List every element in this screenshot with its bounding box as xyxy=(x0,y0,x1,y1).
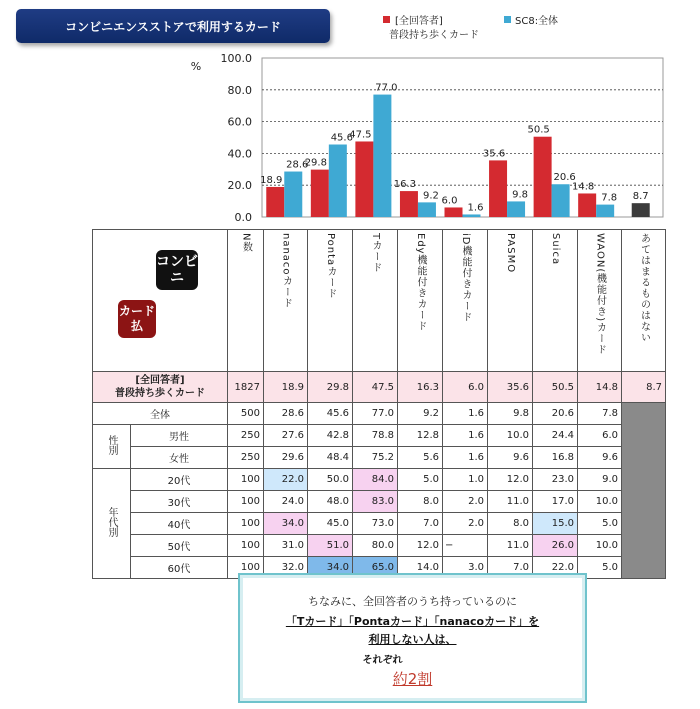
table-cell: 42.8 xyxy=(308,425,353,447)
header-tcard xyxy=(353,230,398,372)
table-cell: 23.0 xyxy=(533,469,578,491)
table-cell: 34.0 xyxy=(264,513,308,535)
data-label-series1: 8.7 xyxy=(632,191,649,203)
table-cell: 8.0 xyxy=(398,491,443,513)
note-line-1: ちなみに、全回答者のうち持っているのに xyxy=(308,595,517,608)
table-cell: 10.0 xyxy=(578,535,622,557)
data-label-series1: 18.9 xyxy=(260,174,283,186)
table-cell: 51.0 xyxy=(308,535,353,557)
note-highlight: 約2割 xyxy=(392,670,433,688)
table-cell: 26.0 xyxy=(533,535,578,557)
data-label-series2: 7.8 xyxy=(601,192,618,204)
table-row-50s xyxy=(93,535,666,557)
data-label-series2: 45.6 xyxy=(330,132,353,144)
header-waon xyxy=(578,230,622,372)
table-cell: 14.8 xyxy=(578,372,622,403)
data-label-series2: 9.8 xyxy=(512,189,529,201)
table-cell: 20.6 xyxy=(533,403,578,425)
table-cell: 11.0 xyxy=(488,535,533,557)
row-label-male: 男性 xyxy=(131,425,228,447)
bar-chart xyxy=(0,0,700,230)
table-cell: 7.0 xyxy=(398,513,443,535)
note-box xyxy=(238,573,587,703)
header-text: iD機能付きカード xyxy=(460,233,471,323)
data-label-series1: 47.5 xyxy=(349,129,372,141)
row-label-all-line2: 普段持ち歩くカード xyxy=(115,388,205,399)
bar-series2 xyxy=(373,95,391,217)
table-cell: 83.0 xyxy=(353,491,398,513)
table-cell: 50.5 xyxy=(533,372,578,403)
row-label-20s: 20代 xyxy=(131,469,228,491)
header-text: Edy機能付きカード xyxy=(415,233,426,332)
table-cell: 7.0 xyxy=(488,557,533,579)
table-cell: 28.6 xyxy=(264,403,308,425)
header-ponta xyxy=(308,230,353,372)
bar-series2 xyxy=(463,214,481,217)
table-cell: 73.0 xyxy=(353,513,398,535)
header-text: PASMO xyxy=(505,233,516,274)
table-cell: 250 xyxy=(228,447,264,469)
table-cell: 11.0 xyxy=(488,491,533,513)
table-row-male xyxy=(93,425,666,447)
data-label-series1: 50.5 xyxy=(527,124,550,136)
data-label-series1: 29.8 xyxy=(304,157,327,169)
table-cell: 27.6 xyxy=(264,425,308,447)
table-cell: 32.0 xyxy=(264,557,308,579)
table-cell: 22.0 xyxy=(533,557,578,579)
row-label-30s: 30代 xyxy=(131,491,228,513)
table-cell: 8.0 xyxy=(488,513,533,535)
table-cell: 9.6 xyxy=(578,447,622,469)
data-label-series2: 9.2 xyxy=(422,190,439,202)
table-cell: 100 xyxy=(228,469,264,491)
header-id xyxy=(443,230,488,372)
table-cell: 1.0 xyxy=(443,469,488,491)
y-tick-label: 20.0 xyxy=(227,179,252,193)
table-cell: 7.8 xyxy=(578,403,622,425)
table-cell: 48.4 xyxy=(308,447,353,469)
table-cell: 2.0 xyxy=(443,491,488,513)
table-cell: 1.6 xyxy=(443,447,488,469)
data-label-series2: 77.0 xyxy=(375,82,398,94)
table-cell: 9.6 xyxy=(488,447,533,469)
header-n xyxy=(228,230,264,372)
table-cell: 500 xyxy=(228,403,264,425)
note-line-2: 「Tカード」「Pontaカード」「nanacoカード」を xyxy=(285,615,540,628)
table-cell: 34.0 xyxy=(308,557,353,579)
table-cell: 78.8 xyxy=(353,425,398,447)
table-cell: 9.8 xyxy=(488,403,533,425)
bar-series1 xyxy=(445,207,463,217)
table-cell: 6.0 xyxy=(443,372,488,403)
table-cell: 77.0 xyxy=(353,403,398,425)
data-label-series1: 35.6 xyxy=(482,148,506,160)
table-cell: 16.3 xyxy=(398,372,443,403)
table-cell: 16.8 xyxy=(533,447,578,469)
table-row-40s xyxy=(93,513,666,535)
table-cell: 12.0 xyxy=(488,469,533,491)
table-cell: 31.0 xyxy=(264,535,308,557)
header-row xyxy=(93,230,666,372)
table-cell: 5.0 xyxy=(578,557,622,579)
table-cell: 10.0 xyxy=(578,491,622,513)
data-label-series1: 14.8 xyxy=(572,181,595,193)
table-cell: 45.0 xyxy=(308,513,353,535)
table-row-total xyxy=(93,403,666,425)
note-line-4: それぞれ xyxy=(362,655,403,666)
bar-series1 xyxy=(266,187,284,217)
row-label-female: 女性 xyxy=(131,447,228,469)
row-label-total: 全体 xyxy=(93,403,228,425)
header-none xyxy=(622,230,666,372)
header-corner xyxy=(93,230,228,372)
legend-label-series2: SC8:全体 xyxy=(515,16,559,27)
header-text: Tカード xyxy=(370,233,381,274)
bar-series2 xyxy=(284,172,302,217)
table-row-30s xyxy=(93,491,666,513)
table-cell: 17.0 xyxy=(533,491,578,513)
y-tick-label: 0.0 xyxy=(234,211,252,224)
bar-series1 xyxy=(400,191,418,217)
table-cell: 5.0 xyxy=(578,513,622,535)
table-cell: 14.0 xyxy=(398,557,443,579)
table-cell: 2.0 xyxy=(443,513,488,535)
y-tick-label: 80.0 xyxy=(227,83,252,97)
data-label-series2: 20.6 xyxy=(553,172,576,184)
header-nanaco xyxy=(264,230,308,372)
bar-series2 xyxy=(596,205,614,217)
bar-series2 xyxy=(418,202,436,217)
bar-series2 xyxy=(552,184,570,217)
header-text: あてはまるものはない xyxy=(638,233,650,343)
table-cell: 29.8 xyxy=(308,372,353,403)
table-cell: 250 xyxy=(228,425,264,447)
table-cell: 50.0 xyxy=(308,469,353,491)
legend-label-series1-line2: 普段持ち歩くカード xyxy=(389,30,479,41)
table-cell: 10.0 xyxy=(488,425,533,447)
table-cell: 100 xyxy=(228,491,264,513)
table-cell: − xyxy=(443,535,488,557)
y-tick-label: 100.0 xyxy=(220,52,252,65)
table-cell: 22.0 xyxy=(264,469,308,491)
data-label-series1: 16.3 xyxy=(393,179,417,191)
table-cell: 1.6 xyxy=(443,403,488,425)
table-cell: 100 xyxy=(228,557,264,579)
table-cell: 18.9 xyxy=(264,372,308,403)
not-applicable-cell xyxy=(622,403,666,579)
table-cell: 1827 xyxy=(228,372,264,403)
row-label-all-line1: [全回答者] xyxy=(135,375,185,386)
category-gender xyxy=(93,425,131,469)
table-cell: 5.6 xyxy=(398,447,443,469)
data-label-series1: 6.0 xyxy=(441,195,458,207)
table-cell: 35.6 xyxy=(488,372,533,403)
header-text: WAON(機能付き)カード xyxy=(594,233,606,356)
table-cell: 84.0 xyxy=(353,469,398,491)
table-row-20s xyxy=(93,469,666,491)
bar-series1 xyxy=(311,170,329,217)
header-pasmo xyxy=(488,230,533,372)
data-label-series2: 1.6 xyxy=(467,202,484,214)
legend-label-series1-line1: [全回答者] xyxy=(395,16,443,27)
y-tick-label: 40.0 xyxy=(227,147,252,161)
header-text: nanacoカード xyxy=(280,233,292,309)
bar-series1 xyxy=(489,160,507,217)
table-row-all-respondents xyxy=(93,372,666,403)
table-cell: 47.5 xyxy=(353,372,398,403)
row-label-60s: 60代 xyxy=(131,557,228,579)
category-gender-label: 性別 xyxy=(106,435,117,455)
konbini-badge: コンビニ xyxy=(156,250,198,290)
table-cell: 75.2 xyxy=(353,447,398,469)
header-text: Pontaカード xyxy=(325,233,336,300)
table-cell: 15.0 xyxy=(533,513,578,535)
table-cell: 100 xyxy=(228,513,264,535)
header-text: N数 xyxy=(240,233,252,253)
header-edy xyxy=(398,230,443,372)
y-axis-unit: % xyxy=(190,60,202,73)
table-cell: 29.6 xyxy=(264,447,308,469)
table-cell: 9.0 xyxy=(578,469,622,491)
table-cell: 12.0 xyxy=(398,535,443,557)
data-label-series2: 28.6 xyxy=(286,159,309,171)
data-table xyxy=(92,229,666,579)
note-line-3: 利用しない人は、 xyxy=(368,633,457,646)
table-row-female xyxy=(93,447,666,469)
row-label-50s: 50代 xyxy=(131,535,228,557)
table-cell: 65.0 xyxy=(353,557,398,579)
table-cell: 3.0 xyxy=(443,557,488,579)
chart-title: コンビニエンスストアで利用するカード xyxy=(16,9,330,43)
header-suica xyxy=(533,230,578,372)
table-cell: 48.0 xyxy=(308,491,353,513)
table-cell: 6.0 xyxy=(578,425,622,447)
bar-series2 xyxy=(329,144,347,217)
table-cell: 24.4 xyxy=(533,425,578,447)
table-cell: 24.0 xyxy=(264,491,308,513)
table-cell: 45.6 xyxy=(308,403,353,425)
bar-series2 xyxy=(507,201,525,217)
table-cell: 8.7 xyxy=(622,372,666,403)
bar-series1 xyxy=(578,193,596,217)
table-cell: 80.0 xyxy=(353,535,398,557)
category-age xyxy=(93,469,131,579)
y-tick-label: 60.0 xyxy=(227,115,252,129)
category-age-label: 年代別 xyxy=(106,507,117,537)
row-label-40s: 40代 xyxy=(131,513,228,535)
table-cell: 5.0 xyxy=(398,469,443,491)
bar-series1 xyxy=(632,203,650,217)
table-cell: 12.8 xyxy=(398,425,443,447)
card-payment-badge: カード払 xyxy=(118,300,156,338)
table-cell: 9.2 xyxy=(398,403,443,425)
row-label-all xyxy=(93,372,228,403)
table-cell: 100 xyxy=(228,535,264,557)
bar-series1 xyxy=(355,141,373,217)
header-text: Suica xyxy=(550,233,561,266)
bar-series1 xyxy=(534,137,552,217)
table-cell: 1.6 xyxy=(443,425,488,447)
